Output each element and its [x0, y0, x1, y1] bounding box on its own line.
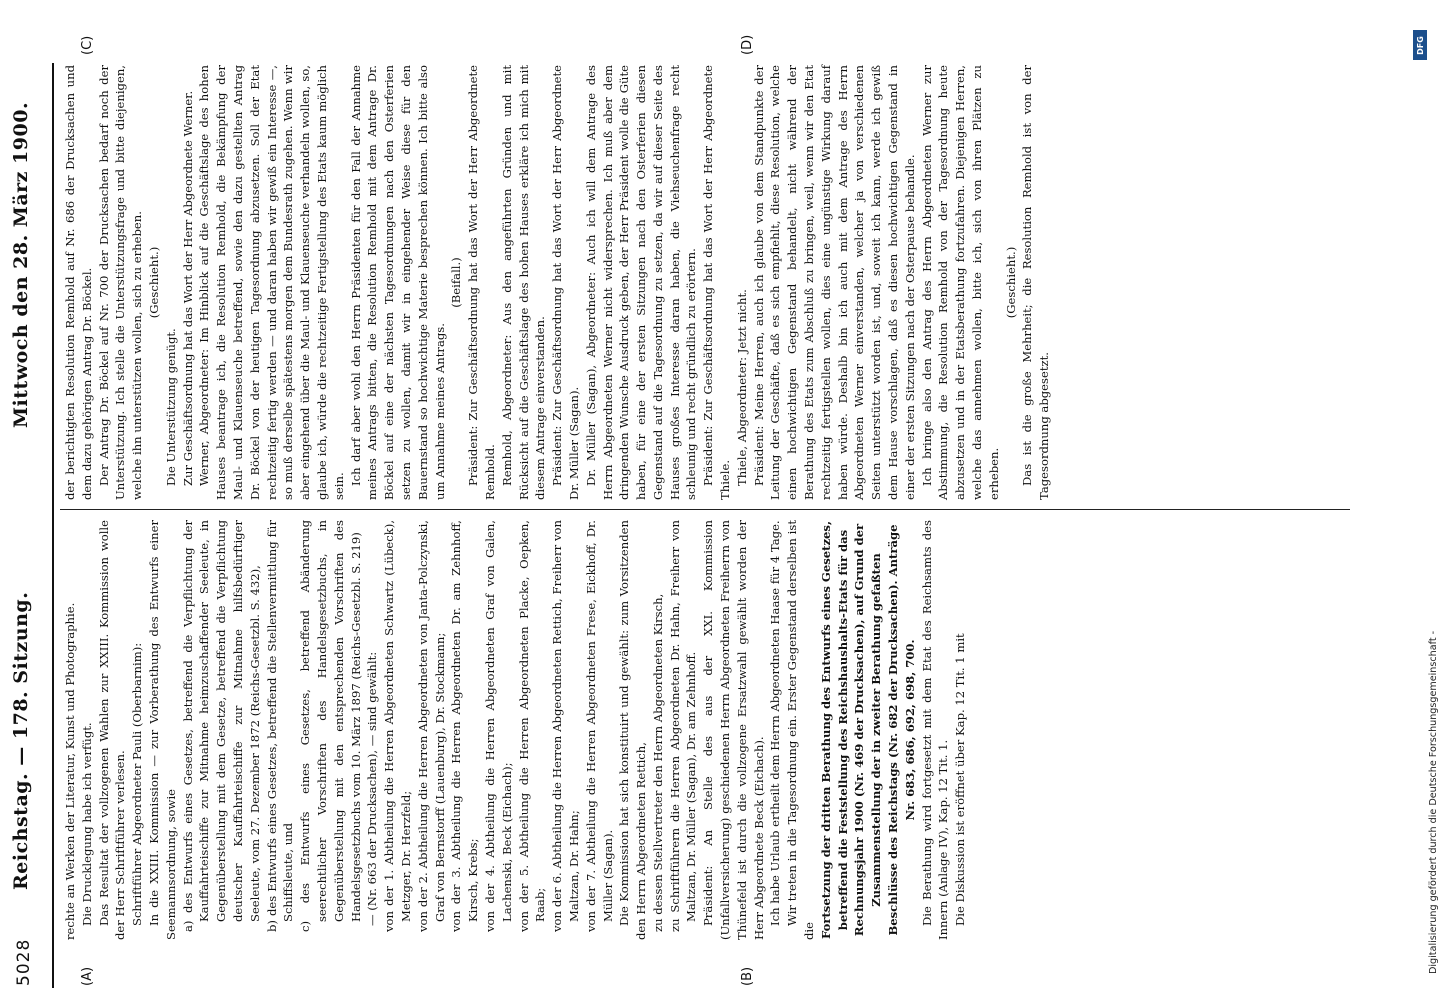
- paragraph: Die Drucklegung habe ich verfügt.: [79, 722, 94, 926]
- paragraph: Die Unterstützung genügt.: [163, 328, 178, 486]
- paragraph: Die Diskussion ist eröffnet über Kap. 12 Tit. 1 mit: [953, 633, 968, 926]
- paragraph: Ich habe Urlaub ertheilt dem Herrn Abgeordneten Haase für 4 Tage.: [768, 520, 783, 926]
- paragraph: der berichtigten Resolution Remhold auf Nr. 686 der Drucksachen und dem dazu gehörigen Antrag Dr. Böckel.: [63, 65, 94, 500]
- paragraph: Die Berathung wird fortgesetzt mit dem Etat des Reichsamts des Innern (Anlage IV), Kap. 12 Tit. 1.: [919, 520, 951, 940]
- digitization-note: Digitalisierung gefördert durch die Deutsche Forschungsgemeinschaft -: [1428, 630, 1439, 974]
- list-item: von der 6. Abtheilung die Herren Abgeordneten Rettich, Freiherr von Maltzan, Dr. Hahn;: [550, 520, 581, 932]
- speech: Ich darf aber wohl den Herrn Präsidenten für den Fall der Annahme meines Antrags bitten, die Resolution Remhold mit dem Antrage Dr. Böckel auf eine der nächsten Tagesordnungen nach den Osterferien setzen zu wollen, damit wir in eingehender Weise diese für den Bauernstand so hochwichtige Materie besprechen können. Ich bitte also um Annahme meines Antrags.: [348, 65, 447, 500]
- speech: Remhold, Abgeordneter: Aus den angeführten Gründen und mit Rücksicht auf die Geschäftslage des hohen Hauses erkläre ich mich mit diesem Antrage einverstanden.: [499, 65, 548, 500]
- page-header: [0, 0, 56, 1000]
- speech: Präsident: Meine Herren, auch ich glaube von dem Standpunkte der Leitung der Geschäfte, daß es sich empfiehlt, diese Resolution, welche einen hochwichtigen Gegenstand behandelt, nicht während der Berathung des Etats zum Abschluß zu bringen, weil, wenn wir den Etat rechtzeitig fertigstellen wollen, dies eine ungünstige Wirkung darauf haben würde. Deshalb bin ich auch mit dem Antrage des Herrn Abgeordneten Werner einverstanden, welcher ja von verschiedenen Seiten unterstützt worden ist, und, soweit ich kann, werde ich gewiß dem Hause vorschlagen, daß es diesen hochwichtigen Gegenstand in einer der ersten Sitzungen nach der Osterpause behandle.: [751, 65, 917, 500]
- stage-direction: (Geschieht.): [1003, 246, 1018, 319]
- column-divider: [60, 509, 1350, 510]
- paragraph: In die XXIII. Kommission — zur Vorberathung des Entwurfs einer Seemannsordnung, sowie: [146, 520, 178, 940]
- list-item: von der 5. Abtheilung die Herren Abgeordneten Placke, Oepken, Raab;: [516, 520, 548, 932]
- speech: Werner, Abgeordneter: Im Hinblick auf die Geschäftslage des hohen Hauses beantrage ich, die Resolution Remhold, die Bekämpfung der Maul- und Klauenseuche betreffend, sowie den dazu gestellten Antrag Dr. Böckel von der heutigen Tagesordnung abzusetzen. Soll der Etat rechtzeitig fertig werden — und daran haben wir gewiß ein Interesse —, so muß derselbe spätestens morgen dem Bundesrath zugehen. Wenn wir aber eingehend über die Maul- und Klauenseuche verhandeln wollen, so, glaube ich, würde die rechtzeitige Fertigstellung des Etats kaum möglich sein.: [197, 65, 346, 500]
- paragraph: Die Kommission hat sich konstituirt und gewählt: zum Vorsitzenden den Herrn Abgeordneten Rettich,: [617, 520, 649, 940]
- page-number: 5028: [14, 938, 34, 986]
- running-title: Reichstag. — 178. Sitzung.: [10, 591, 32, 890]
- list-item: von der 2. Abtheilung die Herren Abgeordneten von Janta-Polczynski, Graf von Bernstorff (Lauenburg), Dr. Stockmann;: [415, 520, 447, 932]
- digitization-credit: [1412, 24, 1439, 974]
- list-item: von der 3. Abtheilung die Herren Abgeordneten Dr. am Zehnhoff, Kirsch, Krebs;: [449, 520, 481, 932]
- paragraph: — (Nr. 663 der Drucksachen), — sind gewählt:: [365, 651, 380, 926]
- stage-direction: (Geschieht.): [146, 246, 161, 319]
- speech: Präsident: Zur Geschäftsordnung hat das Wort der Herr Abgeordnete Thiele.: [701, 65, 733, 500]
- left-column: [62, 520, 969, 940]
- paragraph: Schriftführer Abgeordneter Pauli (Oberbarnim):: [130, 642, 145, 926]
- margin-mark-a: (A): [80, 966, 95, 986]
- paragraph: Wir treten in die Tagesordnung ein. Erster Gegenstand derselben ist die: [785, 520, 817, 940]
- speech: Präsident: Zur Geschäftsordnung hat das Wort der Herr Abgeordnete Dr. Müller (Sagan).: [550, 65, 581, 500]
- agenda-item: Fortsetzung der dritten Berathung des Entwurfs eines Gesetzes, betreffend die Feststellung des Reichshaushalts-Etats für das Rechnungsjahr 1900 (Nr. 469 der Drucksachen), auf Grund der Zusammenstellung der in zweiter Berathung gefaßten Beschlüsse des Reichstags (Nr. 682 der Drucksachen). Anträge Nr. 683, 686, 692, 698, 700.: [818, 521, 917, 939]
- header-rule: [52, 63, 54, 988]
- list-item: a) des Entwurfs eines Gesetzes, betreffend die Verpflichtung der Kauffahrteischiffe zur Mitnahme heimzuschaffender Seeleute, in Gegenüberstellung mit dem Gesetze, betreffend die Verpflichtung deutscher Kauffahrteischiffe zur Mitnahme hilfsbedürftiger Seeleute, vom 27. Dezember 1872 (Reichs-Gesetzbl. S. 432),: [180, 520, 262, 932]
- speech: Ich bringe also den Antrag des Herrn Abgeordneten Werner zur Abstimmung, die Resolution Remhold von der Tagesordnung heute abzusetzen und in der Etatsberathung fortzufahren. Diejenigen Herren, welche das annehmen wollen, bitte ich, sich von ihren Plätzen zu erheben.: [919, 65, 1001, 500]
- dfg-logo-text: DFG: [1415, 35, 1425, 55]
- session-date: Mittwoch den 28. März 1900.: [10, 101, 32, 428]
- right-column: [62, 65, 1053, 500]
- paragraph: Das ist die große Mehrheit; die Resolution Remhold ist von der Tagesordnung abgesetzt.: [1020, 65, 1052, 500]
- margin-mark-d: (D): [740, 34, 755, 55]
- list-item: zu dessen Stellvertreter den Herrn Abgeordneten Kirsch,: [650, 593, 665, 932]
- speech: Dr. Müller (Sagan), Abgeordneter: Auch ich will dem Antrage des Herrn Abgeordneten Werner nicht widersprechen. Ich muß aber dem dringenden Wunsche Ausdruck geben, der Herr Präsident wolle die Güte haben, für eine der ersten Sitzungen nach den Osterferien diesen Gegenstand auf die Tagesordnung zu setzen, da wir auf dieser Seite des Hauses großes Interesse daran haben, die Viehseuchenfrage recht schleunig und recht gründlich zu erörtern.: [583, 65, 699, 500]
- list-item: von der 1. Abtheilung die Herren Abgeordneten Schwartz (Lübeck), Metzger, Dr. Herzfeld;: [382, 520, 413, 932]
- list-item: von der 7. Abtheilung die Herren Abgeordneten Frese, Eickhoff, Dr. Müller (Sagan).: [583, 520, 615, 932]
- paragraph: Das Resultat der vollzogenen Wahlen zur XXIII. Kommission wolle der Herr Schriftführer verlesen.: [96, 520, 128, 940]
- stage-direction: (Beifall.): [449, 257, 464, 308]
- dfg-logo: [1413, 30, 1427, 60]
- list-item: b) des Entwurfs eines Gesetzes, betreffend die Stellenvermittlung für Schiffsleute, und: [264, 520, 296, 932]
- paragraph: Der Antrag Dr. Böckel auf Nr. 700 der Drucksachen bedarf noch der Unterstützung. Ich stelle die Unterstützungsfrage und bitte diejenigen, welche ihn unterstützen wollen, sich zu erheben.: [96, 65, 145, 500]
- paragraph: rechte an Werken der Literatur, Kunst und Photographie.: [63, 602, 77, 940]
- list-item: von der 4. Abtheilung die Herren Abgeordneten Graf von Galen, Lachenski, Beck (Eichach);: [482, 520, 514, 932]
- margin-mark-c: (C): [80, 35, 95, 55]
- speech: Thiele, Abgeordneter: Jetzt nicht.: [734, 289, 749, 486]
- list-item: c) des Entwurfs eines Gesetzes, betreffend Abänderung seerechtlicher Vorschriften des Handelsgesetzbuchs, in Gegenüberstellung mit den entsprechenden Vorschriften des Handelsgesetzbuchs vom 10. März 1897 (Reichs-Gesetzbl. S. 219): [298, 520, 363, 932]
- speech: Präsident: Zur Geschäftsordnung hat das Wort der Herr Abgeordnete Remhold.: [466, 65, 497, 500]
- margin-mark-b: (B): [740, 966, 755, 986]
- list-item: zu Schriftführern die Herren Abgeordneten Dr. Hahn, Freiherr von Maltzan, Dr. Müller (Sagan), Dr. am Zehnhoff.: [667, 520, 699, 932]
- paragraph: Zur Geschäftsordnung hat das Wort der Herr Abgeordnete Werner.: [180, 90, 195, 486]
- paragraph: Präsident: An Stelle des aus der XXI. Kommission (Unfallversicherung) geschiedenen Herrn Abgeordneten Freiherrn von Thünefeld ist durch die vollzogene Ersatzwahl gewählt worden der Herr Abgeordnete Beck (Eichach).: [701, 520, 766, 940]
